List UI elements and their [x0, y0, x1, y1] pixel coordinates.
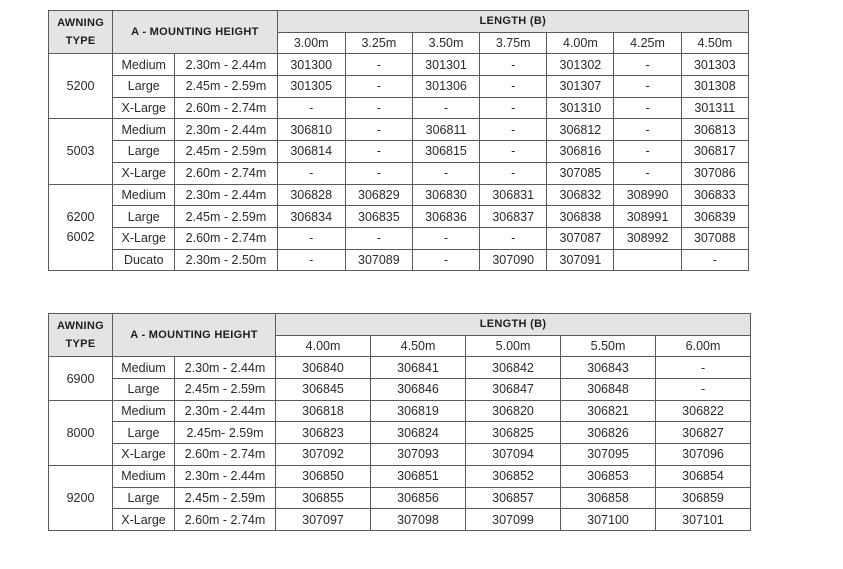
table-row: [49, 444, 751, 466]
part-number-cell: 301302: [547, 54, 614, 76]
length-column-header: 6.00m: [656, 335, 751, 357]
part-number-cell: 307093: [371, 444, 466, 466]
part-number-cell: -: [480, 76, 547, 98]
part-number-cell: 301300: [277, 54, 345, 76]
part-number-cell: 306814: [277, 141, 345, 163]
part-number-cell: 306838: [547, 206, 614, 228]
part-number-cell: -: [614, 162, 681, 184]
awning-model-label: 5003: [66, 144, 95, 159]
part-number-cell: 307097: [276, 509, 371, 531]
awning-table-long-lengths: [48, 313, 751, 531]
part-number-cell: 306824: [371, 422, 466, 444]
height-range: 2.45m - 2.59m: [175, 141, 277, 163]
part-number-cell: -: [412, 227, 479, 249]
table-row: [49, 119, 749, 141]
size-label: Medium: [113, 357, 175, 379]
height-range: 2.60m - 2.74m: [175, 97, 277, 119]
table-row: [49, 76, 749, 98]
part-number-cell: 306827: [656, 422, 751, 444]
part-number-cell: -: [345, 227, 412, 249]
part-number-cell: -: [480, 119, 547, 141]
size-label: X-Large: [113, 97, 175, 119]
awning-type-cell: [49, 357, 113, 400]
part-number-cell: 306831: [480, 184, 547, 206]
part-number-cell: 306847: [466, 379, 561, 401]
part-number-cell: 306825: [466, 422, 561, 444]
table-row: [49, 400, 751, 422]
length-header: LENGTH (B): [277, 11, 748, 33]
part-number-cell: 306845: [276, 379, 371, 401]
size-label: Medium: [113, 400, 175, 422]
part-number-cell: 307091: [547, 249, 614, 271]
part-number-cell: 306815: [412, 141, 479, 163]
part-number-cell: 306832: [547, 184, 614, 206]
height-range: 2.45m - 2.59m: [175, 379, 276, 401]
part-number-cell: 306810: [277, 119, 345, 141]
length-column-header: 4.25m: [614, 32, 681, 54]
height-range: 2.30m - 2.44m: [175, 400, 276, 422]
part-number-cell: 307101: [656, 509, 751, 531]
mounting-height-header: A - MOUNTING HEIGHT: [113, 314, 276, 357]
part-number-cell: 306857: [466, 487, 561, 509]
part-number-cell: 306836: [412, 206, 479, 228]
awning-model-label: 6200: [66, 210, 95, 225]
table-row: [49, 54, 749, 76]
part-number-cell: 301301: [412, 54, 479, 76]
awning-model-label: 6900: [66, 371, 95, 386]
table-row: [49, 422, 751, 444]
part-number-cell: -: [614, 119, 681, 141]
part-number-cell: 306812: [547, 119, 614, 141]
length-column-header: 3.50m: [412, 32, 479, 54]
height-range: 2.60m - 2.74m: [175, 227, 277, 249]
height-range: 2.30m - 2.44m: [175, 357, 276, 379]
awning-table-short-lengths: [48, 10, 749, 271]
part-number-cell: -: [345, 54, 412, 76]
table-row: [49, 465, 751, 487]
part-number-cell: 306818: [276, 400, 371, 422]
part-number-cell: 306817: [681, 141, 748, 163]
part-number-cell: 306822: [656, 400, 751, 422]
part-number-cell: -: [480, 141, 547, 163]
part-number-cell: 307092: [276, 444, 371, 466]
part-number-cell: -: [656, 357, 751, 379]
height-range: 2.60m - 2.74m: [175, 444, 276, 466]
part-number-cell: 306834: [277, 206, 345, 228]
part-number-cell: 306858: [561, 487, 656, 509]
height-range: 2.60m - 2.74m: [175, 509, 276, 531]
part-number-cell: 306820: [466, 400, 561, 422]
height-range: 2.45m - 2.59m: [175, 487, 276, 509]
part-number-cell: -: [614, 76, 681, 98]
part-number-cell: 307096: [656, 444, 751, 466]
part-number-cell: 307088: [681, 227, 748, 249]
part-number-cell: -: [480, 162, 547, 184]
part-number-cell: 301303: [681, 54, 748, 76]
length-column-header: 5.00m: [466, 335, 561, 357]
part-number-cell: 306821: [561, 400, 656, 422]
part-number-cell: -: [681, 249, 748, 271]
length-column-header: 3.25m: [345, 32, 412, 54]
length-column-header: 3.00m: [277, 32, 345, 54]
table-row: [49, 227, 749, 249]
part-number-cell: 307086: [681, 162, 748, 184]
length-column-header: 4.00m: [276, 335, 371, 357]
size-label: Medium: [113, 465, 175, 487]
size-label: X-Large: [113, 227, 175, 249]
part-number-cell: 306848: [561, 379, 656, 401]
header-row: [49, 314, 751, 336]
size-label: X-Large: [113, 444, 175, 466]
length-column-header: 4.50m: [371, 335, 466, 357]
size-label: Large: [113, 422, 175, 444]
table-row: [49, 97, 749, 119]
table-row: [49, 141, 749, 163]
part-number-cell: 307100: [561, 509, 656, 531]
part-number-cell: -: [277, 97, 345, 119]
length-column-header: 4.50m: [681, 32, 748, 54]
part-number-cell: 301305: [277, 76, 345, 98]
awning-model-label: 5200: [66, 79, 95, 94]
size-label: Medium: [113, 184, 175, 206]
length-column-header: 5.50m: [561, 335, 656, 357]
part-number-cell: 306835: [345, 206, 412, 228]
part-number-cell: 308991: [614, 206, 681, 228]
awning-model-label: 6002: [66, 230, 95, 245]
length-column-header: 4.00m: [547, 32, 614, 54]
part-number-cell: 301310: [547, 97, 614, 119]
part-number-cell: 301307: [547, 76, 614, 98]
part-number-cell: 306819: [371, 400, 466, 422]
part-number-cell: 307089: [345, 249, 412, 271]
height-range: 2.60m - 2.74m: [175, 162, 277, 184]
part-number-cell: 306828: [277, 184, 345, 206]
part-number-cell: -: [412, 97, 479, 119]
part-number-cell: 301308: [681, 76, 748, 98]
part-number-cell: -: [345, 119, 412, 141]
table-row: [49, 162, 749, 184]
part-number-cell: -: [345, 162, 412, 184]
part-number-cell: 306856: [371, 487, 466, 509]
awning-type-cell: [49, 119, 113, 184]
part-number-cell: 307090: [480, 249, 547, 271]
table-row: [49, 184, 749, 206]
table-row: [49, 509, 751, 531]
size-label: Large: [113, 487, 175, 509]
part-number-cell: 308992: [614, 227, 681, 249]
part-number-cell: 306851: [371, 465, 466, 487]
part-number-cell: -: [412, 162, 479, 184]
size-label: Large: [113, 206, 175, 228]
part-number-cell: -: [656, 379, 751, 401]
height-range: 2.30m - 2.44m: [175, 184, 277, 206]
part-number-cell: -: [345, 97, 412, 119]
awning-type-header: AWNING TYPE: [49, 314, 113, 357]
size-label: Large: [113, 379, 175, 401]
part-number-cell: -: [480, 97, 547, 119]
part-number-cell: -: [277, 249, 345, 271]
size-label: Large: [113, 76, 175, 98]
part-number-cell: 307094: [466, 444, 561, 466]
length-column-header: 3.75m: [480, 32, 547, 54]
part-number-cell: 306855: [276, 487, 371, 509]
table-row: [49, 487, 751, 509]
part-number-cell: -: [345, 76, 412, 98]
part-number-cell: 306823: [276, 422, 371, 444]
table-row: [49, 206, 749, 228]
part-number-cell: 306811: [412, 119, 479, 141]
part-number-cell: 306816: [547, 141, 614, 163]
part-number-cell: 306833: [681, 184, 748, 206]
part-number-cell: 307099: [466, 509, 561, 531]
length-header: LENGTH (B): [276, 314, 751, 336]
height-range: 2.30m - 2.44m: [175, 54, 277, 76]
part-number-cell: -: [614, 54, 681, 76]
part-number-cell: -: [480, 54, 547, 76]
size-label: Large: [113, 141, 175, 163]
part-number-cell: -: [480, 227, 547, 249]
part-number-cell: 306852: [466, 465, 561, 487]
part-number-cell: -: [614, 97, 681, 119]
part-number-cell: 306850: [276, 465, 371, 487]
part-number-cell: 306842: [466, 357, 561, 379]
part-number-cell: 301311: [681, 97, 748, 119]
part-number-cell: 307085: [547, 162, 614, 184]
header-row: [49, 11, 749, 33]
part-number-cell: 307098: [371, 509, 466, 531]
awning-type-cell: [49, 54, 113, 119]
part-number-cell: 307087: [547, 227, 614, 249]
part-number-cell: 306837: [480, 206, 547, 228]
height-range: 2.45m - 2.59m: [175, 206, 277, 228]
part-number-cell: 306853: [561, 465, 656, 487]
mounting-height-header: A - MOUNTING HEIGHT: [113, 11, 277, 54]
awning-type-cell: [49, 400, 113, 465]
table-row: [49, 249, 749, 271]
part-number-cell: 306813: [681, 119, 748, 141]
size-label: X-Large: [113, 509, 175, 531]
part-number-cell: 306830: [412, 184, 479, 206]
part-number-cell: 308990: [614, 184, 681, 206]
height-range: 2.30m - 2.44m: [175, 465, 276, 487]
part-number-cell: 306839: [681, 206, 748, 228]
part-number-cell: 301306: [412, 76, 479, 98]
part-number-cell: 306846: [371, 379, 466, 401]
table-row: [49, 379, 751, 401]
awning-type-header: AWNING TYPE: [49, 11, 113, 54]
table-row: [49, 357, 751, 379]
height-range: 2.30m - 2.50m: [175, 249, 277, 271]
part-number-cell: 306841: [371, 357, 466, 379]
part-number-cell: 306840: [276, 357, 371, 379]
height-range: 2.30m - 2.44m: [175, 119, 277, 141]
part-number-cell: 306859: [656, 487, 751, 509]
part-number-cell: 306854: [656, 465, 751, 487]
awning-model-label: 9200: [66, 490, 95, 505]
part-number-cell: -: [345, 141, 412, 163]
part-number-cell: [614, 249, 681, 271]
size-label: Medium: [113, 54, 175, 76]
part-number-cell: 306843: [561, 357, 656, 379]
height-range: 2.45m- 2.59m: [175, 422, 276, 444]
size-label: X-Large: [113, 162, 175, 184]
part-number-cell: -: [277, 162, 345, 184]
size-label: Medium: [113, 119, 175, 141]
part-number-cell: -: [614, 141, 681, 163]
part-number-cell: -: [277, 227, 345, 249]
size-label: Ducato: [113, 249, 175, 271]
part-number-cell: 307095: [561, 444, 656, 466]
awning-type-cell: [49, 465, 113, 530]
part-number-cell: 306826: [561, 422, 656, 444]
height-range: 2.45m - 2.59m: [175, 76, 277, 98]
awning-type-cell: [49, 184, 113, 271]
awning-model-label: 8000: [66, 425, 95, 440]
part-number-cell: -: [412, 249, 479, 271]
part-number-cell: 306829: [345, 184, 412, 206]
